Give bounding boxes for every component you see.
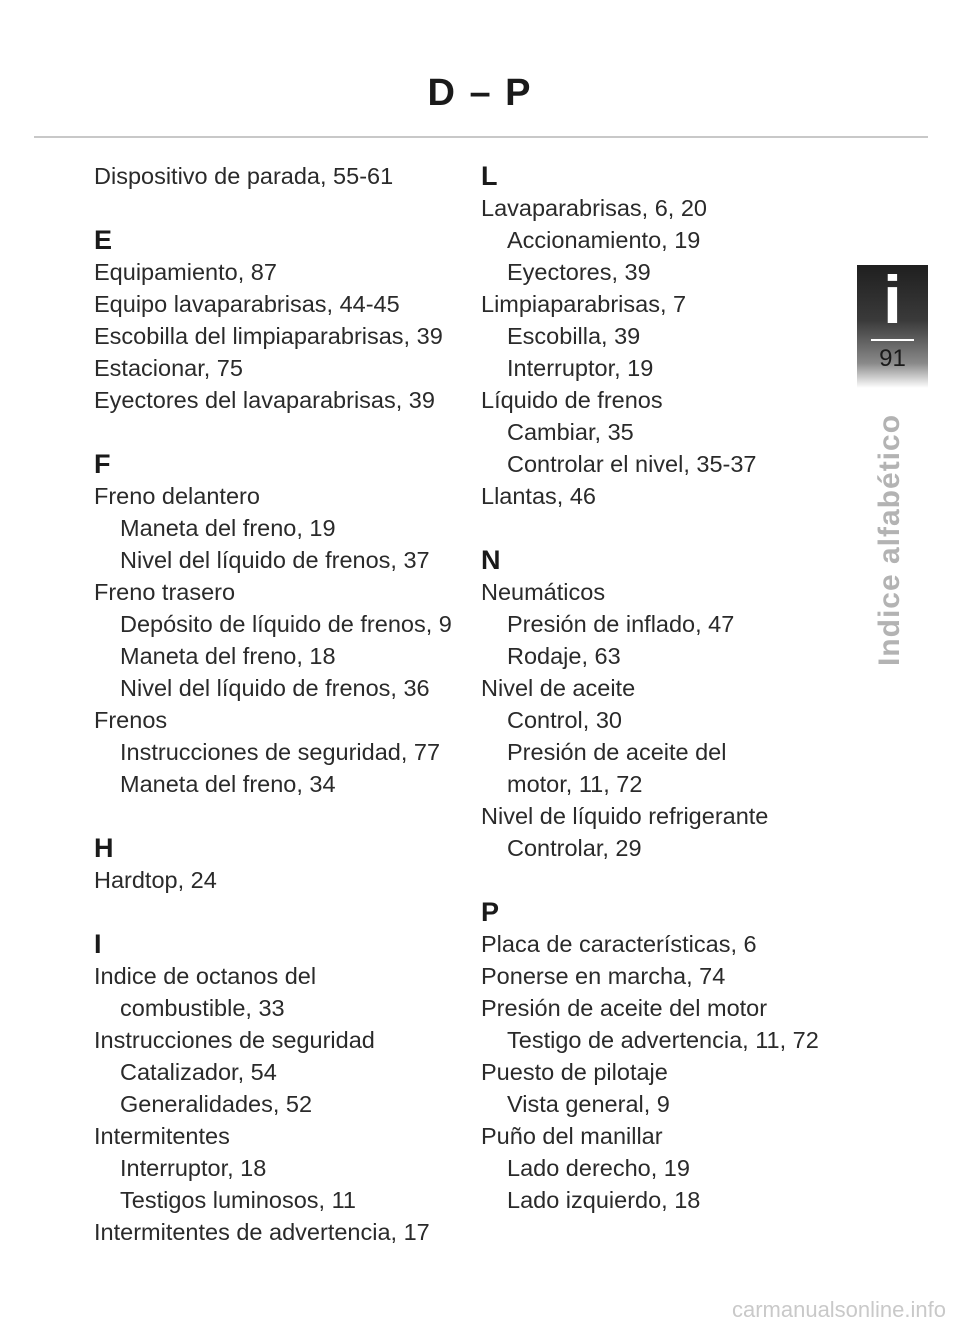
index-subentry: Nivel del líquido de frenos, 37 [120,547,430,573]
index-entry: Placa de características, 6 [481,931,757,957]
index-entry: Eyectores del lavaparabrisas, 39 [94,387,435,413]
index-column-left [94,160,474,1248]
section-tab [857,262,928,388]
index-letter-heading: I [94,929,102,959]
tab-divider [871,339,914,341]
index-subentry: Controlar, 29 [507,835,642,861]
watermark: carmanualsonline.info [731,1297,946,1322]
index-subentry: Maneta del freno, 34 [120,771,336,797]
index-entry: Equipo lavaparabrisas, 44-45 [94,291,400,317]
index-subentry: Lado izquierdo, 18 [507,1187,701,1213]
index-subentry: Cambiar, 35 [507,419,634,445]
index-spacer [94,416,474,448]
index-entry: Llantas, 46 [481,483,596,509]
index-entry: Limpiaparabrisas, 7 [481,291,687,317]
index-entry: Presión de aceite del motor [481,995,768,1021]
index-letter-heading: L [481,161,498,191]
index-entry: Nivel de líquido refrigerante [481,803,769,829]
index-subentry: Testigos luminosos, 11 [120,1187,356,1213]
index-subentry: Interruptor, 18 [120,1155,267,1181]
index-entry: Estacionar, 75 [94,355,243,381]
index-entry: Freno delantero [94,483,260,509]
index-subentry: combustible, 33 [120,995,285,1021]
index-subentry: Eyectores, 39 [507,259,651,285]
index-subentry: Presión de inflado, 47 [507,611,735,637]
index-subentry: Maneta del freno, 19 [120,515,336,541]
index-entry: Freno trasero [94,579,236,605]
index-subentry: Escobilla, 39 [507,323,641,349]
index-subentry: Generalidades, 52 [120,1091,313,1117]
index-entry: Líquido de frenos [481,387,663,413]
index-letter-heading: F [94,449,111,479]
index-subentry: Instrucciones de seguridad, 77 [120,739,441,765]
page-title: D – P [427,72,533,114]
index-entry: Equipamiento, 87 [94,259,277,285]
index-entry: Intermitentes de advertencia, 17 [94,1219,430,1245]
index-subentry: Control, 30 [507,707,622,733]
index-entry: Puño del manillar [481,1123,663,1149]
index-entry: Neumáticos [481,579,606,605]
index-subentry: Controlar el nivel, 35-37 [507,451,757,477]
info-letter-icon: i [883,262,902,338]
index-entry: Indice de octanos del [94,963,317,989]
index-subentry: Presión de aceite del [507,739,727,765]
index-subentry: Vista general, 9 [507,1091,670,1117]
index-letter-heading: E [94,225,113,255]
index-entry: Dispositivo de parada, 55-61 [94,163,394,189]
index-subentry: Depósito de líquido de frenos, 9 [120,611,452,637]
index-spacer [94,800,474,832]
index-spacer [481,512,851,544]
page-number: 91 [879,345,906,372]
index-entry: Instrucciones de seguridad [94,1027,375,1053]
index-spacer [94,192,474,224]
index-letter-heading: N [481,545,501,575]
index-subentry: Catalizador, 54 [120,1059,277,1085]
index-entry: Intermitentes [94,1123,230,1149]
index-subentry: Accionamiento, 19 [507,227,701,253]
index-subentry: Maneta del freno, 18 [120,643,336,669]
index-column-right [481,160,851,1216]
section-label-text: Indice alfabético [873,413,907,667]
index-letter-heading: P [481,897,500,927]
index-entry: Lavaparabrisas, 6, 20 [481,195,708,221]
index-entry: Nivel de aceite [481,675,636,701]
index-subentry: Testigo de advertencia, 11, 72 [507,1027,819,1053]
index-subentry: Lado derecho, 19 [507,1155,690,1181]
index-entry: Frenos [94,707,168,733]
index-entry: Ponerse en marcha, 74 [481,963,726,989]
index-subentry: Nivel del líquido de frenos, 36 [120,675,430,701]
title-divider [34,136,928,138]
index-letter-heading: H [94,833,114,863]
section-label [864,413,916,667]
index-subentry: motor, 11, 72 [507,771,643,797]
index-entry: Puesto de pilotaje [481,1059,668,1085]
index-spacer [94,896,474,928]
index-entry: Escobilla del limpiaparabrisas, 39 [94,323,443,349]
index-entry: Hardtop, 24 [94,867,217,893]
index-spacer [481,864,851,896]
index-subentry: Rodaje, 63 [507,643,621,669]
index-subentry: Interruptor, 19 [507,355,654,381]
